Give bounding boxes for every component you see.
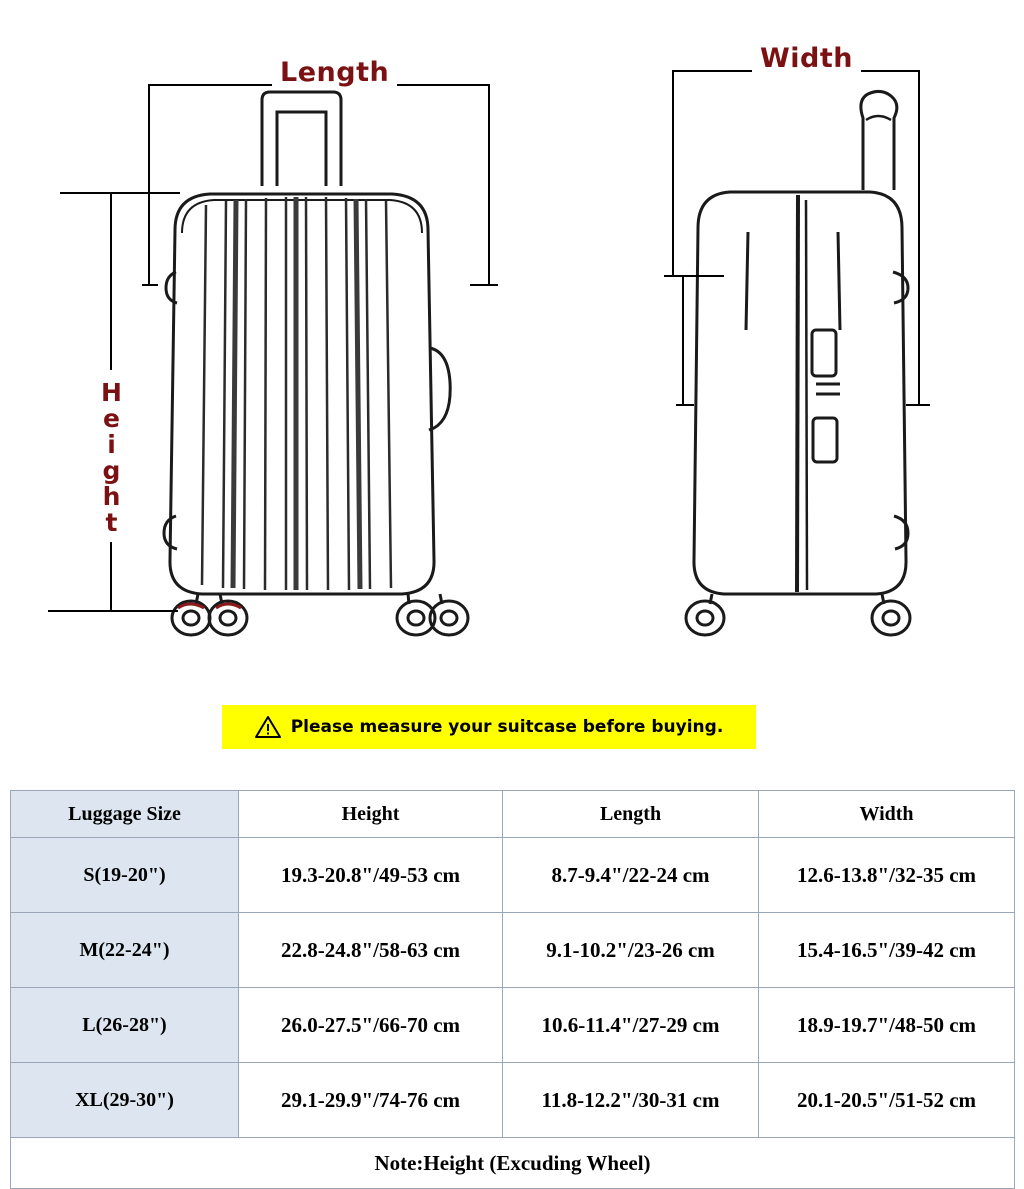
cell-height: 26.0-27.5"/66-70 cm bbox=[239, 988, 503, 1063]
cell-size: S(19-20") bbox=[11, 838, 239, 913]
height-dimension-bottom bbox=[48, 610, 178, 612]
width-dimension-end-left bbox=[664, 275, 724, 277]
column-header-length: Length bbox=[503, 791, 759, 838]
table-header-row bbox=[11, 791, 1015, 838]
length-dimension-tick-left bbox=[148, 84, 150, 284]
table-row bbox=[11, 838, 1015, 913]
width-dimension-end-right bbox=[906, 404, 930, 406]
cell-length: 9.1-10.2"/23-26 cm bbox=[503, 913, 759, 988]
luggage-size-table-wrap bbox=[10, 790, 1014, 1189]
table-row bbox=[11, 913, 1015, 988]
table-row bbox=[11, 1063, 1015, 1138]
suitcase-side-view bbox=[650, 0, 990, 680]
cell-width: 18.9-19.7"/48-50 cm bbox=[759, 988, 1015, 1063]
width-dimension-end-bottom bbox=[676, 404, 694, 406]
cell-height: 29.1-29.9"/74-76 cm bbox=[239, 1063, 503, 1138]
length-dimension-end-left bbox=[142, 284, 158, 286]
luggage-size-table bbox=[10, 790, 1015, 1189]
cell-width: 15.4-16.5"/39-42 cm bbox=[759, 913, 1015, 988]
cell-size: L(26-28") bbox=[11, 988, 239, 1063]
cell-size: XL(29-30") bbox=[11, 1063, 239, 1138]
column-header-width: Width bbox=[759, 791, 1015, 838]
column-header-size: Luggage Size bbox=[11, 791, 239, 838]
cell-width: 20.1-20.5"/51-52 cm bbox=[759, 1063, 1015, 1138]
table-row bbox=[11, 988, 1015, 1063]
cell-length: 8.7-9.4"/22-24 cm bbox=[503, 838, 759, 913]
column-header-height: Height bbox=[239, 791, 503, 838]
height-dimension-top bbox=[60, 192, 180, 194]
height-label: Height bbox=[97, 370, 126, 542]
suitcase-front-view bbox=[30, 0, 550, 680]
cell-size: M(22-24") bbox=[11, 913, 239, 988]
table-note: Note:Height (Excuding Wheel) bbox=[11, 1138, 1015, 1189]
cell-height: 19.3-20.8"/49-53 cm bbox=[239, 838, 503, 913]
cell-length: 11.8-12.2"/30-31 cm bbox=[503, 1063, 759, 1138]
length-dimension-tick-right bbox=[488, 84, 490, 284]
cell-height: 22.8-24.8"/58-63 cm bbox=[239, 913, 503, 988]
length-label: Length bbox=[272, 57, 397, 88]
width-dimension-tick-right bbox=[918, 70, 920, 405]
cell-width: 12.6-13.8"/32-35 cm bbox=[759, 838, 1015, 913]
warning-triangle-icon bbox=[255, 715, 281, 739]
length-dimension-end-right bbox=[470, 284, 498, 286]
width-dimension-inner-tick bbox=[682, 275, 684, 405]
table-note-row bbox=[11, 1138, 1015, 1189]
measure-warning-banner bbox=[222, 705, 756, 749]
width-label: Width bbox=[752, 43, 861, 74]
width-dimension-tick-left bbox=[672, 70, 674, 275]
cell-length: 10.6-11.4"/27-29 cm bbox=[503, 988, 759, 1063]
warning-text: Please measure your suitcase before buying. bbox=[290, 717, 724, 737]
